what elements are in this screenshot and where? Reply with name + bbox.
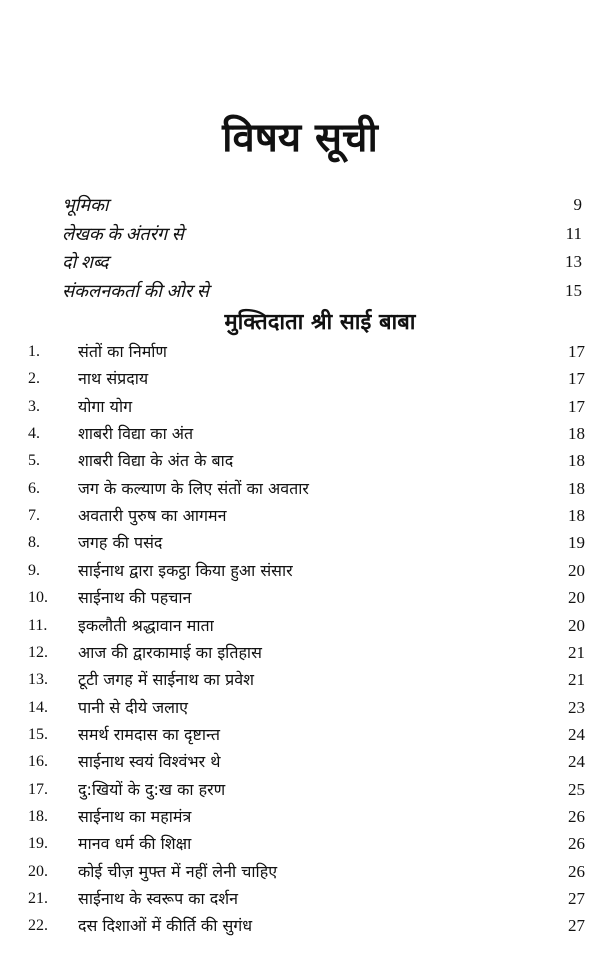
chapter-number: 19. — [28, 835, 48, 853]
chapter-title: संतों का निर्माण — [78, 342, 167, 361]
page-number: 24 — [568, 724, 585, 744]
chapter-number: 12. — [28, 643, 48, 661]
chapter-entry — [28, 776, 585, 803]
page-number: 19 — [568, 533, 585, 553]
chapter-title: दु:खियों के दु:ख का हरण — [78, 779, 226, 799]
page-number: 25 — [568, 779, 585, 799]
chapter-entry — [28, 557, 585, 584]
chapter-entry — [28, 584, 585, 611]
chapter-title: नाथ संप्रदाय — [78, 369, 149, 389]
chapter-entry — [28, 666, 585, 693]
page-number: 13 — [565, 252, 582, 271]
page-title: विषय सूची — [222, 115, 378, 161]
chapter-title: साईनाथ स्वयं विश्वंभर थे — [78, 752, 221, 772]
chapter-title: पानी से दीये जलाए — [78, 697, 188, 717]
chapter-entry — [28, 502, 585, 529]
chapter-number: 3. — [28, 397, 40, 415]
entry-label: लेखक के अंतरंग से — [62, 223, 184, 244]
chapter-title: टूटी जगह में साईनाथ का प्रवेश — [78, 670, 255, 690]
chapter-title: दस दिशाओं में कीर्ति की सुगंध — [78, 916, 253, 936]
page-number: 23 — [568, 697, 585, 717]
chapter-title: कोई चीज़ मुफ्त में नहीं लेनी चाहिए — [78, 861, 278, 881]
chapter-number: 18. — [28, 807, 48, 825]
chapter-entry — [28, 420, 585, 447]
chapter-title: शाबरी विद्या के अंत के बाद — [78, 451, 234, 471]
section-title: मुक्तिदाता श्री साई बाबा — [224, 310, 416, 335]
page-number: 18 — [568, 424, 585, 444]
page-number: 26 — [568, 861, 585, 881]
page-number: 11 — [565, 223, 582, 243]
chapter-entry — [28, 803, 585, 830]
chapter-entry — [28, 475, 585, 502]
chapter-title: अवतारी पुरुष का आगमन — [78, 506, 227, 526]
chapter-entry — [28, 721, 585, 748]
chapter-number: 14. — [28, 698, 48, 716]
chapter-number: 7. — [28, 507, 40, 525]
page-number: 21 — [568, 670, 585, 690]
chapter-entry — [28, 830, 585, 857]
page-number: 20 — [568, 588, 585, 608]
chapter-entry — [28, 447, 585, 474]
intro-entry — [62, 220, 582, 248]
intro-entry — [62, 191, 582, 219]
page-number: 18 — [568, 451, 585, 471]
chapter-title: योगा योग — [78, 396, 133, 416]
chapter-title: शाबरी विद्या का अंत — [78, 424, 194, 444]
chapter-number: 17. — [28, 780, 48, 798]
page-number: 26 — [568, 806, 585, 826]
chapter-title: आज की द्वारकामाई का इतिहास — [78, 642, 262, 662]
page-number: 9 — [573, 195, 582, 214]
chapter-title: साईनाथ के स्वरूप का दर्शन — [78, 889, 239, 908]
intro-entry — [62, 277, 582, 305]
chapter-number: 8. — [28, 534, 40, 552]
chapter-title: मानव धर्म की शिक्षा — [78, 834, 192, 854]
page-number: 18 — [568, 478, 585, 498]
page-number: 27 — [568, 916, 585, 936]
chapter-number: 1. — [28, 343, 40, 360]
chapter-title: साईनाथ का महामंत्र — [78, 806, 192, 826]
chapter-number: 11. — [28, 616, 48, 634]
entry-label: दो शब्द — [62, 252, 109, 272]
page-number: 17 — [568, 369, 585, 389]
chapter-entry — [28, 858, 585, 885]
chapter-entry — [28, 639, 585, 666]
chapter-title: इकलौती श्रद्धावान माता — [78, 615, 214, 635]
intro-entry — [62, 248, 582, 276]
chapter-number: 9. — [28, 561, 40, 579]
chapter-entry — [28, 365, 585, 392]
chapter-entry — [28, 885, 585, 912]
page-number: 17 — [568, 396, 585, 416]
chapter-entry — [28, 694, 585, 721]
entry-label: संकलनकर्ता की ओर से — [62, 280, 209, 301]
chapter-number: 16. — [28, 753, 48, 771]
chapter-number: 22. — [28, 917, 48, 935]
chapter-title: जगह की पसंद — [78, 533, 163, 553]
chapter-title: साईनाथ की पहचान — [78, 588, 192, 608]
page-number: 20 — [568, 560, 585, 580]
chapter-entry — [28, 748, 585, 775]
chapter-title: समर्थ रामदास का दृष्टान्त — [78, 724, 221, 744]
page-number: 18 — [568, 506, 585, 526]
chapter-title: जग के कल्याण के लिए संतों का अवतार — [78, 478, 309, 498]
chapter-entry — [28, 912, 585, 939]
chapter-number: 21. — [28, 890, 48, 907]
entry-label: भूमिका — [62, 195, 109, 215]
page-number: 20 — [568, 615, 585, 635]
page-number: 26 — [568, 834, 585, 854]
chapter-number: 6. — [28, 479, 40, 497]
chapter-title: साईनाथ द्वारा इकट्ठा किया हुआ संसार — [78, 560, 293, 580]
chapter-entry — [28, 612, 585, 639]
chapter-number: 2. — [28, 370, 40, 388]
page-number: 15 — [565, 280, 582, 300]
page-number: 21 — [568, 642, 585, 662]
chapter-number: 20. — [28, 862, 48, 880]
chapter-number: 15. — [28, 725, 48, 743]
page-number: 24 — [568, 752, 585, 772]
chapter-number: 13. — [28, 671, 48, 689]
chapter-number: 10. — [28, 589, 48, 607]
chapter-entry — [28, 393, 585, 420]
chapter-number: 5. — [28, 452, 40, 470]
chapter-number: 4. — [28, 425, 40, 443]
chapter-entry — [28, 529, 585, 556]
page-number: 17 — [568, 342, 585, 361]
chapter-entry — [28, 338, 585, 365]
page-number: 27 — [568, 889, 585, 908]
